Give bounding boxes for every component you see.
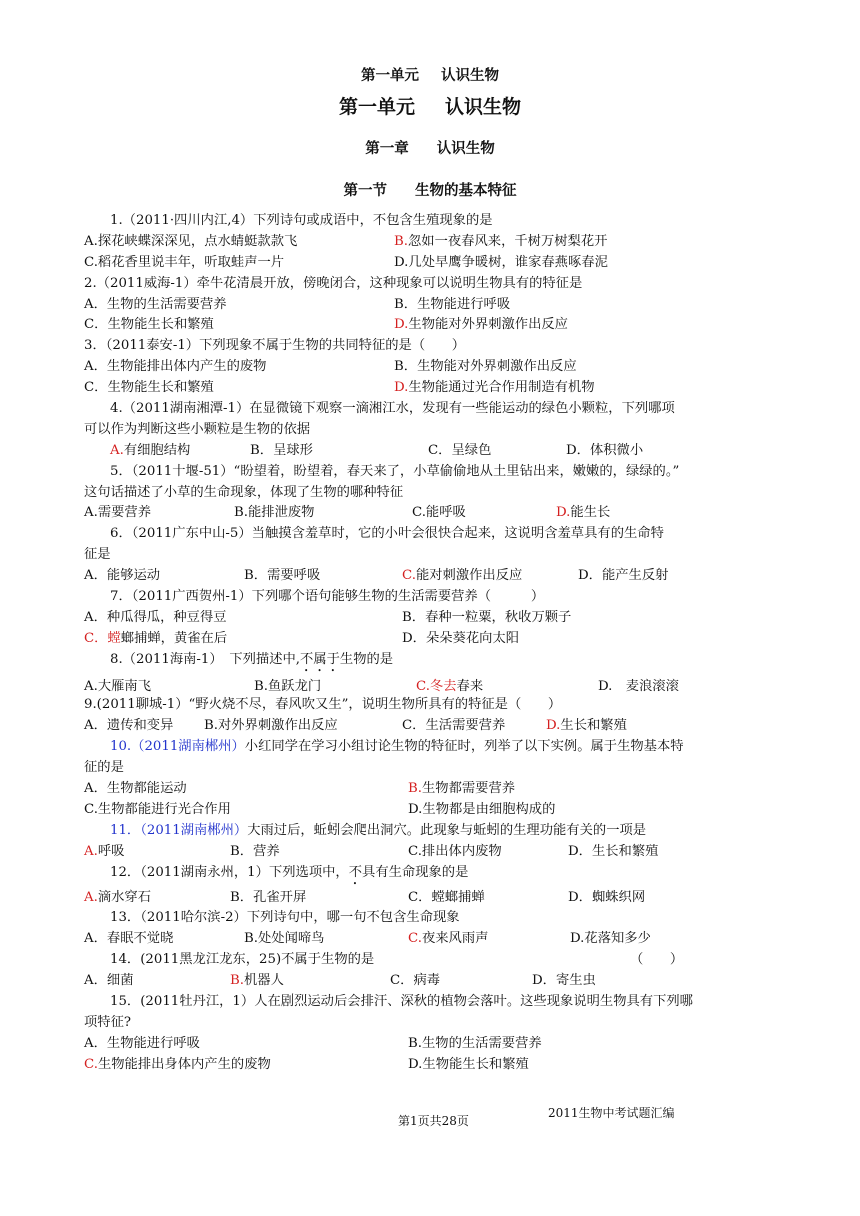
section-number: 第一节 [343,182,387,199]
question-text: 小红同学在学习小组讨论生物的特征时，列举了以下实例。属于生物基本特 [244,739,684,755]
answer-letter: D. [546,718,561,734]
option-d: D．寄生虫 [532,973,596,989]
option-text: 夜来风雨声 [421,931,489,947]
option-c: C.能呼吸 [412,505,466,521]
option-d: D．能产生反射 [578,568,669,584]
question-13-stem [110,908,750,929]
option-a [84,842,124,863]
option-c: C．螳螂捕蝉 [408,889,485,905]
question-2-options-row1 [84,295,750,316]
question-5-options [84,503,750,524]
option-text: 螂捕蝉，黄雀在后 [120,630,228,646]
answer-letter: D. [556,505,571,521]
option-c [84,1055,271,1076]
option-a: A．遗传和变异 [84,718,174,734]
question-text: 15．(2011牡丹江，1）人在剧烈运动后会排汗、深秋的植物会落叶。这些现象说明生物具有下列哪 [110,993,693,1009]
question-1-stem [110,211,750,232]
question-15-options-row2 [84,1055,750,1076]
question-text: 4.（2011湖南湘潭-1）在显微镜下观察一滴湘江水，发现有一些能运动的绿色小颗粒，下列哪项 [110,401,675,417]
question-10-options-row1 [84,779,750,800]
answer-letter: C. [408,931,422,947]
option-b: B．生物能进行呼吸 [394,296,511,312]
question-text: 项特征? [84,1014,132,1030]
question-5-stem [110,462,750,483]
question-10-stem-cont [84,758,750,779]
question-text: 征的是 [84,760,124,776]
answer-letter: C．螳 [84,630,121,646]
option-text: 生物能排出身体内产生的废物 [97,1056,271,1072]
question-9-stem [84,695,750,716]
option-b: B．营养 [230,843,280,859]
option-c: C．呈绿色 [428,442,492,458]
option-c: C．病毒 [390,973,441,989]
question-text: 可以作为判断这些小颗粒是生物的依据 [84,421,311,437]
question-6-stem [110,524,750,545]
question-3-stem [84,336,750,357]
option-text: 生物能通过光合作用制造有机物 [408,380,595,396]
option-b: B．孔雀开屏 [230,889,307,905]
emphasized-text: 不 [348,864,363,880]
answer-letter: C. [84,1056,98,1072]
question-source: 11．（2011湖南郴州） [110,822,248,838]
question-11-options [84,842,750,863]
option-c: C．生活需要营养 [402,718,506,734]
option-d [546,716,627,737]
question-text: 3．（2011泰安-1）下列现象不属于生物的共同特征的是（ ） [84,338,466,354]
option-a: A．细菌 [84,973,134,989]
option-b: B.鱼跃龙门 [254,678,322,694]
section-heading [0,179,860,200]
option-c [416,677,483,698]
option-text: 能对刺激作出反应 [415,568,523,584]
option-c: C．生物能生长和繁殖 [84,317,214,333]
option-c: C.排出体内废物 [408,843,502,859]
option-b: B．春种一粒粟，秋收万颗子 [402,609,572,625]
question-6-stem-cont [84,545,750,566]
answer-letter: A. [84,889,98,905]
question-text: 大雨过后，蚯蚓会爬出洞穴。此现象与蚯蚓的生理功能有关的一项是 [247,822,647,838]
question-text: 2.（2011威海-1）牵牛花清晨开放，傍晚闭合，这种现象可以说明生物具有的特征是 [84,275,583,291]
question-text: 1.（2011·四川内江,4）下列诗句或成语中，不包含生殖现象的是 [110,213,493,228]
option-a: A.大雁南飞 [84,678,152,694]
option-d: D.生物能生长和繁殖 [408,1056,529,1072]
question-1-options-row1 [84,232,750,253]
answer-letter: B. [408,781,422,797]
option-a: A．春眠不觉晓 [84,931,174,947]
option-a: A．生物的生活需要营养 [84,296,227,312]
question-text: 征是 [84,547,111,563]
option-d: D.几处早鹰争暖树，谁家春燕啄春泥 [394,254,608,270]
question-8-options [84,677,750,698]
answer-letter: B. [394,233,408,249]
option-c: C.生物都能进行光合作用 [84,801,231,817]
answer-letter: B. [230,973,244,989]
question-11-stem [110,821,750,842]
document-title: 2011生物中考试题汇编 [548,1106,675,1120]
question-9-options [84,716,750,737]
question-10-options-row2 [84,800,750,821]
question-7-options-row2 [84,629,750,650]
option-a: A．生物能进行呼吸 [84,1035,200,1051]
option-b [394,232,607,253]
question-15-stem [110,992,750,1013]
section-title: 生物的基本特征 [415,182,517,199]
question-12-options [84,888,750,909]
emphasized-text: 不属于 [300,651,340,667]
option-text: 忽如一夜春风来，千树万树梨花开 [408,233,608,249]
option-b: B.处处闻啼鸟 [244,931,325,947]
option-d: D.花落知多少 [570,931,651,947]
option-c [402,566,522,587]
question-text: 具有生命现象的是 [362,864,469,880]
option-b: B．呈球形 [250,442,313,458]
option-d: D.生物都是由细胞构成的 [408,801,556,817]
question-7-stem [110,587,750,608]
unit-heading-large [0,92,860,119]
option-c [84,629,227,650]
unit-title: 认识生物 [445,96,522,118]
question-3-options-row2 [84,378,750,399]
option-text: 机器人 [244,973,284,989]
option-b: B.对外界刺激作出反应 [204,718,338,734]
question-text: 12．（2011湖南永州，1）下列选项中， [110,864,349,880]
question-6-options [84,566,750,587]
question-text: 6．（2011广东中山-5）当触摸含羞草时，它的小叶会很快合起来，这说明含羞草具有的生命特 [110,526,664,542]
question-text: 生物的是 [339,651,394,667]
option-b [230,971,284,992]
question-15-options-row1 [84,1034,750,1055]
option-a: A.需要营养 [84,505,152,521]
unit-title: 认识生物 [441,67,499,84]
answer-letter: D. [394,317,409,333]
option-c [408,929,488,950]
option-d: D．生长和繁殖 [568,843,659,859]
option-text: 生物都需要营养 [422,781,516,797]
option-c: C.稻花香里说丰年，听取蛙声一片 [84,254,285,270]
option-a: A.探花峡蝶深深见，点水蜻蜓款款飞 [84,233,298,249]
question-13-options [84,929,750,950]
answer-letter: A. [110,442,124,458]
question-text: 5．（2011十堰-51）“盼望着，盼望着，春天来了，小草偷偷地从土里钻出来，嫩嫩的，绿绿的。” [110,463,680,479]
question-12-stem [110,863,750,884]
option-d: D．朵朵葵花向太阳 [402,630,520,646]
question-4-stem [110,399,750,420]
option-text: 滴水穿石 [97,889,152,905]
option-text: 有细胞结构 [123,442,191,458]
option-d: D．蜘蛛织网 [568,889,646,905]
question-text: 14．(2011黑龙江龙东，25)不属于生物的是 [110,952,375,968]
unit-number: 第一单元 [338,96,415,118]
page-number: 第1页共28页 [398,1114,469,1128]
option-a: A．生物都能运动 [84,781,187,797]
chapter-title: 认识生物 [436,140,495,157]
question-5-stem-cont [84,483,750,504]
question-list [84,211,750,1072]
answer-blank: （ ） [630,952,684,968]
question-2-stem [84,274,750,295]
option-text: 生物能对外界刺激作出反应 [408,317,568,333]
option-a [84,888,151,909]
option-b: B．需要呼吸 [244,568,321,584]
chapter-heading [0,137,860,158]
chapter-number: 第一章 [365,140,409,157]
question-text: 这句话描述了小草的生命现象，体现了生物的哪种特征 [84,484,404,500]
option-text: 春来 [456,678,484,694]
option-a [110,441,190,462]
question-source: 10.（2011湖南郴州） [110,739,245,755]
answer-letter: D. [394,380,409,396]
option-b: B．生物能对外界刺激作出反应 [394,359,577,375]
answer-letter: A. [84,843,98,859]
unit-number: 第一单元 [361,67,419,84]
option-a: A．种瓜得瓜，种豆得豆 [84,609,227,625]
option-text: 能生长 [570,505,611,521]
option-a: A．能够运动 [84,568,161,584]
question-14-stem [110,950,750,971]
option-d: D．体积微小 [566,442,644,458]
unit-heading-small [0,64,860,85]
question-1-options-row2 [84,253,750,274]
option-d: D. 麦浪滚滚 [598,678,679,694]
question-4-options [110,441,750,462]
option-b: B.能排泄废物 [234,505,315,521]
option-b: B.生物的生活需要营养 [408,1035,542,1051]
option-d [394,315,568,336]
option-d [394,378,595,399]
question-15-stem-cont [84,1013,750,1034]
option-a: A．生物能排出体内产生的废物 [84,359,267,375]
question-4-stem-cont [84,420,750,441]
option-text: 生长和繁殖 [560,718,627,734]
question-14-options [84,971,750,992]
option-d [556,503,610,524]
question-3-options-row1 [84,357,750,378]
answer-letter: C.冬去 [416,678,457,694]
question-text: 7．（2011广西贺州-1）下列哪个语句能够生物的生活需要营养（ ） [110,589,545,605]
question-text: 13．（2011哈尔滨-2）下列诗句中，哪一句不包含生命现象 [110,910,460,926]
option-text: 呼吸 [97,843,125,859]
question-text: 9.(2011聊城-1）“野火烧不尽，春风吹又生”，说明生物所具有的特征是（ ） [84,697,562,713]
option-b [408,779,515,800]
question-8-stem [110,650,750,671]
option-c: C．生物能生长和繁殖 [84,380,214,396]
question-7-options-row1 [84,608,750,629]
question-10-stem [110,737,750,758]
question-2-options-row2 [84,315,750,336]
question-text: 8.（2011海南-1） 下列描述中, [110,651,301,667]
answer-letter: C. [402,568,416,584]
